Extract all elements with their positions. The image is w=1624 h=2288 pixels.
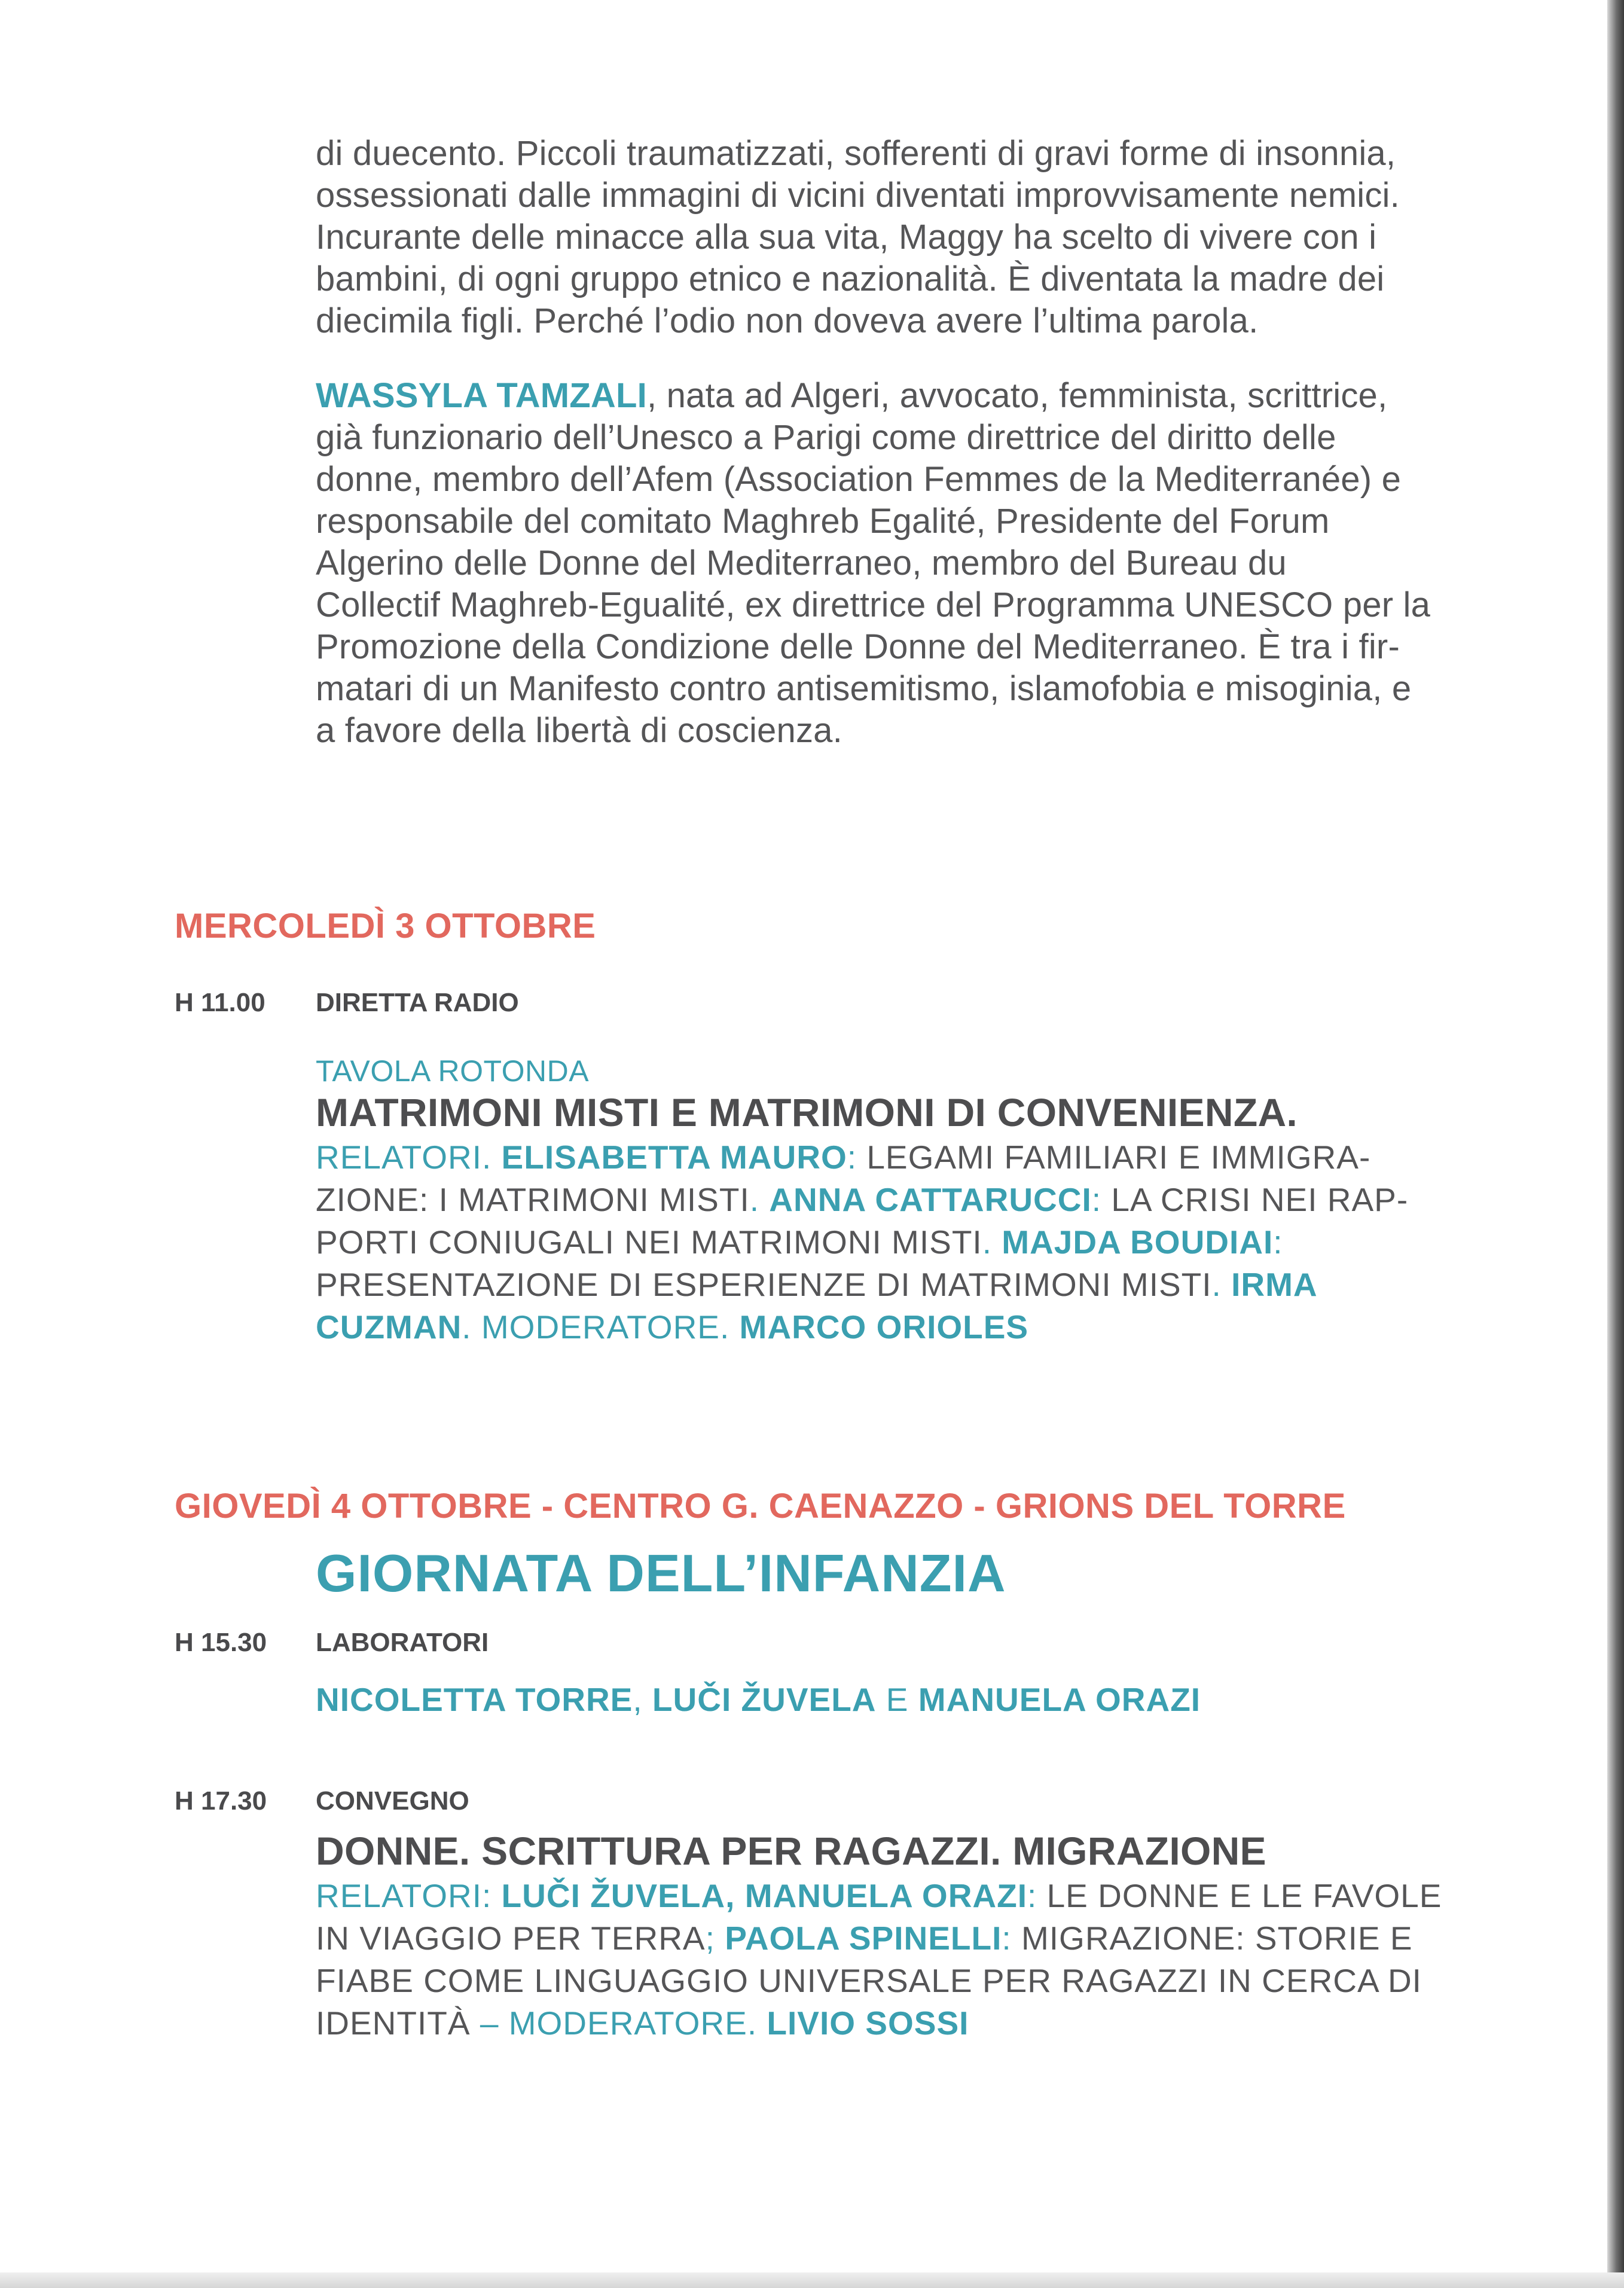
bio-paragraph — [316, 375, 1452, 752]
event-title: DONNE. SCRITTURA PER RAGAZZI. MIGRAZIONE — [316, 1829, 1266, 1873]
moderatore-label: . MODERATORE. — [462, 1308, 740, 1346]
speaker-name: ANNA CATTARUCCI — [769, 1181, 1092, 1218]
talk-title: FIABE COME LINGUAGGIO UNIVERSALE PER RAGAZZI IN CERCA DI — [316, 1962, 1422, 1999]
relatori-label: RELATORI. — [316, 1139, 502, 1176]
talk-title: PORTI CONIUGALI NEI MATRIMONI MISTI — [316, 1224, 982, 1261]
moderator-name: LIVIO SOSSI — [767, 2005, 969, 2042]
bio-name: WASSYLA TAMZALI — [316, 376, 647, 415]
speaker-name: PAOLA SPINELLI — [725, 1920, 1002, 1957]
relatori-label: RELATORI: — [316, 1877, 502, 1914]
speaker-name: LUČI ŽUVELA, MANUELA ORAZI — [501, 1877, 1028, 1914]
event-title: MATRIMONI MISTI E MATRIMONI DI CONVENIENZA. — [316, 1090, 1298, 1134]
bio-line: già funzionario dell’Unesco a Parigi come direttrice del diritto delle — [316, 418, 1336, 457]
talk-title: PRESENTAZIONE DI ESPERIENZE DI MATRIMONI MISTI — [316, 1266, 1212, 1303]
intro-line: di duecento. Piccoli traumatizzati, sofferenti di gravi forme di insonnia, — [316, 134, 1396, 173]
scan-edge-bottom — [0, 2272, 1624, 2288]
bio-line: Algerino delle Donne del Mediterraneo, membro del Bureau du — [316, 544, 1287, 582]
workshop-leaders: NICOLETTA TORRE, LUČI ŽUVELA E MANUELA ORAZI — [316, 1681, 1201, 1718]
intro-line: ossessionati dalle immagini di vicini diventati improvvisamente nemici. — [316, 176, 1400, 215]
intro-line: Incurante delle minacce alla sua vita, Maggy ha scelto di vivere con i — [316, 218, 1377, 257]
talk-title: ZIONE: I MATRIMONI MISTI — [316, 1181, 750, 1218]
event-kind: CONVEGNO — [316, 1786, 469, 1816]
event-speakers: RELATORI. ELISABETTA MAURO: LEGAMI FAMILIARI E IMMIGRA- ZIONE: I MATRIMONI MISTI. ANNA CATTARUCCI: LA CRISI NEI RAP- PORTI CONIUGALI NEI MATRIMONI MISTI. MAJDA BOUDIAI: PRESENTAZIONE DI ESPERIENZE DI MATRIMONI MISTI. IRMA CUZMAN. MODERATORE. MARCO ORIOLES — [316, 1139, 1409, 1346]
event-time: H 15.30 — [175, 1628, 267, 1657]
bio-line: donne, membro dell’Afem (Association Femmes de la Mediterranée) e — [316, 460, 1402, 499]
day-heading: MERCOLEDÌ 3 OTTOBRE — [175, 907, 596, 945]
intro-line: bambini, di ogni gruppo etnico e nazionalità. È diventata la madre dei — [316, 260, 1385, 298]
speaker-name: ELISABETTA MAURO — [501, 1139, 847, 1176]
speaker-name: IRMA — [1231, 1266, 1318, 1303]
speaker-name: MAJDA BOUDIAI — [1002, 1224, 1274, 1261]
event-block — [316, 1054, 1452, 1349]
talk-title: IDENTITÀ — [316, 2005, 471, 2042]
moderator-name: MARCO ORIOLES — [739, 1308, 1029, 1346]
intro-paragraph — [316, 133, 1452, 342]
event-kind: LABORATORI — [316, 1628, 489, 1657]
talk-title: LA CRISI NEI RAP- — [1111, 1181, 1409, 1218]
event-time: H 11.00 — [175, 988, 265, 1017]
event-subkind: TAVOLA ROTONDA — [316, 1054, 590, 1088]
event-kind: DIRETTA RADIO — [316, 988, 519, 1017]
bio-line: responsabile del comitato Maghreb Egalité, Presidente del Forum — [316, 502, 1330, 541]
bio-line: Promozione della Condizione delle Donne del Mediterraneo. È tra i fir- — [316, 627, 1400, 666]
moderatore-label: – MODERATORE. — [470, 2005, 767, 2042]
bio-line: matari di un Manifesto contro antisemitismo, islamofobia e misoginia, e — [316, 669, 1412, 708]
section-title: GIORNATA DELL’INFANZIA — [316, 1543, 1006, 1603]
speaker-name: NICOLETTA TORRE — [316, 1681, 633, 1718]
event-block — [316, 1827, 1452, 2045]
talk-title: LE DONNE E LE FAVOLE — [1046, 1877, 1442, 1914]
talk-title: MIGRAZIONE: STORIE E — [1021, 1920, 1413, 1957]
bio-line: a favore della libertà di coscienza. — [316, 711, 842, 750]
event-time: H 17.30 — [175, 1786, 267, 1816]
day-heading: GIOVEDÌ 4 OTTOBRE - CENTRO G. CAENAZZO - GRIONS DEL TORRE — [175, 1487, 1346, 1526]
talk-title: LEGAMI FAMILIARI E IMMIGRA- — [866, 1139, 1371, 1176]
bio-line: , nata ad Algeri, avvocato, femminista, scrittrice, — [646, 376, 1388, 415]
talk-title: IN VIAGGIO PER TERRA — [316, 1920, 706, 1957]
speaker-name: MANUELA ORAZI — [918, 1681, 1201, 1718]
speaker-name: CUZMAN — [316, 1308, 462, 1346]
event-speakers: RELATORI: LUČI ŽUVELA, MANUELA ORAZI: LE DONNE E LE FAVOLE IN VIAGGIO PER TERRA; PAOLA SPINELLI: MIGRAZIONE: STORIE E FIABE COME LINGUAGGIO UNIVERSALE PER RAGAZZI IN CERCA DI IDENTITÀ – MODERATORE. LIVIO SOSSI — [316, 1877, 1442, 2042]
scan-edge-right — [1607, 0, 1624, 2288]
speaker-name: LUČI ŽUVELA — [652, 1681, 877, 1718]
intro-line: diecimila figli. Perché l’odio non doveva avere l’ultima parola. — [316, 301, 1259, 340]
bio-line: Collectif Maghreb-Egualité, ex direttrice del Programma UNESCO per la — [316, 585, 1431, 624]
